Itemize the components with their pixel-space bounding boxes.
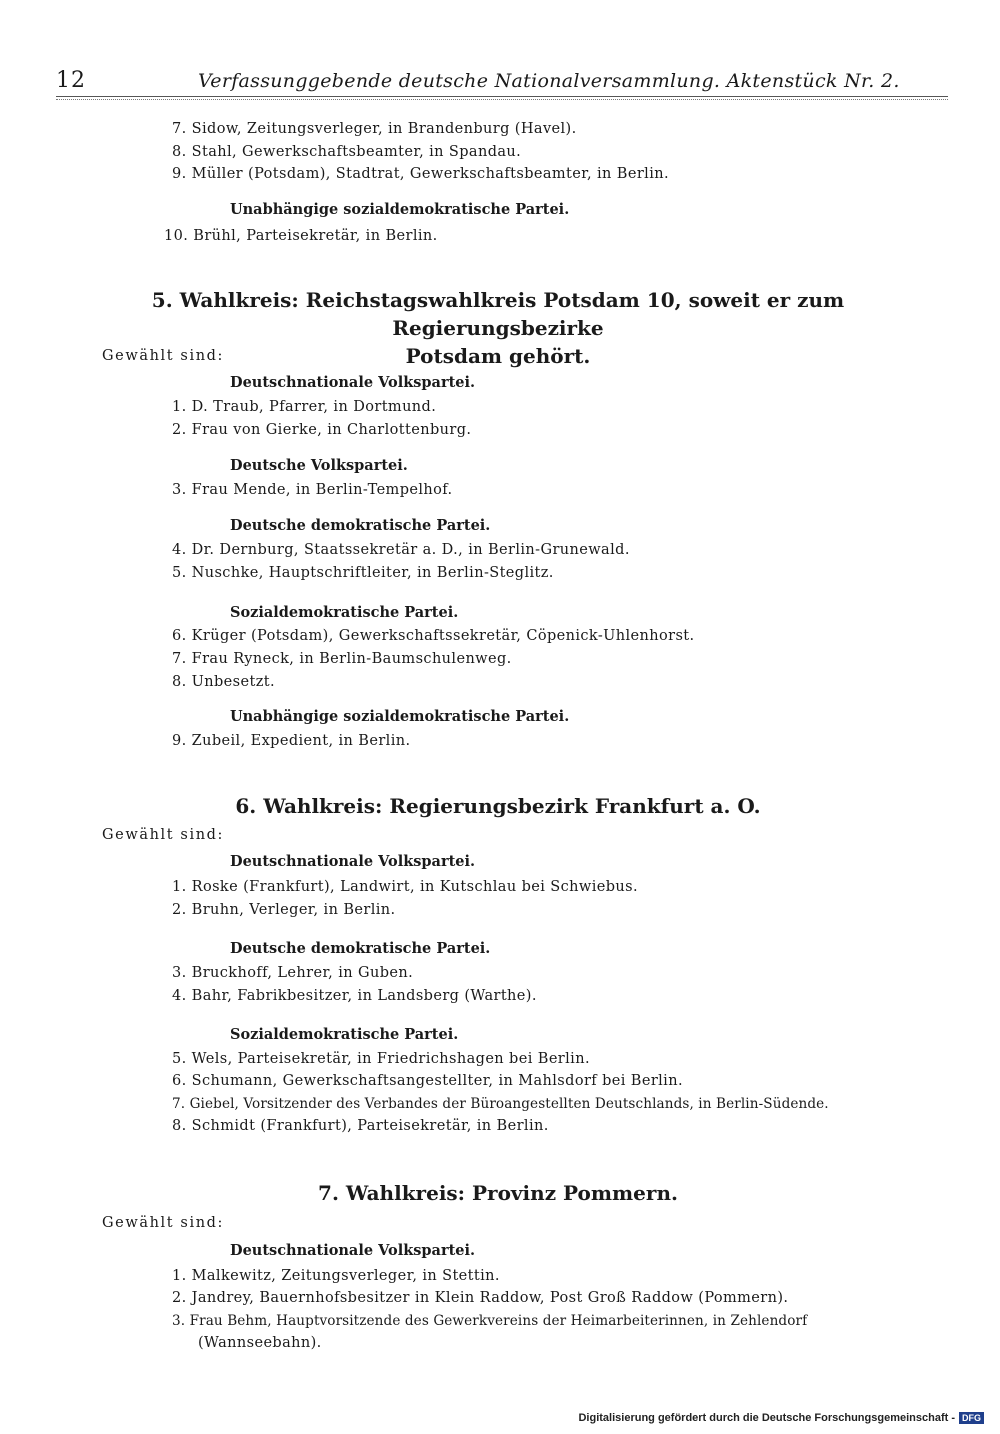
list-item: 1. D. Traub, Pfarrer, in Dortmund. — [172, 399, 437, 415]
list-item: 2. Frau von Gierke, in Charlottenburg. — [172, 422, 472, 438]
list-item: 7. Giebel, Vorsitzender des Verbandes der Büroangestellten Deutschlands, in Berlin-Südende. — [172, 1096, 829, 1112]
header-rule — [56, 96, 948, 97]
page-header — [56, 66, 948, 96]
list-item: 3. Bruckhoff, Lehrer, in Guben. — [172, 965, 414, 981]
list-item: 5. Wels, Parteisekretär, in Friedrichshagen bei Berlin. — [172, 1051, 590, 1067]
list-item: 8. Unbesetzt. — [172, 674, 275, 690]
elected-label: Gewählt sind: — [102, 1215, 225, 1231]
district-title-line: 5. Wahlkreis: Reichstagswahlkreis Potsdam 10, soweit er zum Regierungsbezirke — [151, 288, 845, 340]
list-item: 6. Schumann, Gewerkschaftsangestellter, in Mahlsdorf bei Berlin. — [172, 1073, 683, 1089]
district-title: 6. Wahlkreis: Regierungsbezirk Frankfurt a. O. — [235, 794, 761, 818]
district-title: 7. Wahlkreis: Provinz Pommern. — [318, 1181, 678, 1205]
list-item: 10. Brühl, Parteisekretär, in Berlin. — [164, 228, 438, 244]
list-item: 9. Zubeil, Expedient, in Berlin. — [172, 733, 411, 749]
list-item: 4. Bahr, Fabrikbesitzer, in Landsberg (Warthe). — [172, 988, 537, 1004]
list-item: 3. Frau Mende, in Berlin-Tempelhof. — [172, 482, 453, 498]
list-item: 2. Bruhn, Verleger, in Berlin. — [172, 902, 396, 918]
list-item: 9. Müller (Potsdam), Stadtrat, Gewerkschaftsbeamter, in Berlin. — [172, 166, 669, 182]
credit-text: Digitalisierung gefördert durch die Deutsche Forschungsgemeinschaft - — [578, 1411, 955, 1424]
party-heading: Deutsche demokratische Partei. — [230, 517, 491, 534]
digitization-credit — [578, 1412, 984, 1424]
party-heading: Deutsche Volkspartei. — [230, 457, 408, 474]
list-item: 1. Malkewitz, Zeitungsverleger, in Stettin. — [172, 1268, 500, 1284]
list-item: 8. Stahl, Gewerkschaftsbeamter, in Spandau. — [172, 144, 522, 160]
party-heading: Sozialdemokratische Partei. — [230, 604, 459, 621]
elected-label: Gewählt sind: — [102, 827, 225, 843]
list-item: 2. Jandrey, Bauernhofsbesitzer in Klein Raddow, Post Groß Raddow (Pommern). — [172, 1290, 789, 1306]
party-heading: Unabhängige sozialdemokratische Partei. — [230, 708, 570, 725]
page-number: 12 — [56, 68, 86, 93]
list-item: 5. Nuschke, Hauptschriftleiter, in Berlin-Steglitz. — [172, 565, 554, 581]
party-heading: Deutschnationale Volkspartei. — [230, 374, 476, 391]
list-item: 6. Krüger (Potsdam), Gewerkschaftssekretär, Cöpenick-Uhlenhorst. — [172, 628, 695, 644]
list-item: 4. Dr. Dernburg, Staatssekretär a. D., in Berlin-Grunewald. — [172, 542, 630, 558]
header-rule-dotted — [56, 99, 948, 100]
party-heading: Sozialdemokratische Partei. — [230, 1026, 459, 1043]
list-item: 7. Sidow, Zeitungsverleger, in Brandenburg (Havel). — [172, 121, 577, 137]
running-title: Verfassunggebende deutsche Nationalversammlung. Aktenstück Nr. 2. — [198, 70, 900, 92]
list-item-continuation: (Wannseebahn). — [198, 1335, 322, 1351]
party-heading: Deutschnationale Volkspartei. — [230, 1242, 476, 1259]
list-item: 3. Frau Behm, Hauptvorsitzende des Gewerkvereins der Heimarbeiterinnen, in Zehlendorf — [172, 1313, 808, 1329]
dfg-logo: DFG — [959, 1412, 984, 1424]
list-item: 1. Roske (Frankfurt), Landwirt, in Kutschlau bei Schwiebus. — [172, 879, 638, 895]
party-heading: Deutsche demokratische Partei. — [230, 940, 491, 957]
district-title-line: Potsdam gehört. — [405, 344, 591, 368]
party-heading: Unabhängige sozialdemokratische Partei. — [230, 201, 570, 218]
elected-label: Gewählt sind: — [102, 348, 225, 364]
list-item: 8. Schmidt (Frankfurt), Parteisekretär, in Berlin. — [172, 1118, 549, 1134]
list-item: 7. Frau Ryneck, in Berlin-Baumschulenweg. — [172, 651, 512, 667]
party-heading: Deutschnationale Volkspartei. — [230, 853, 476, 870]
